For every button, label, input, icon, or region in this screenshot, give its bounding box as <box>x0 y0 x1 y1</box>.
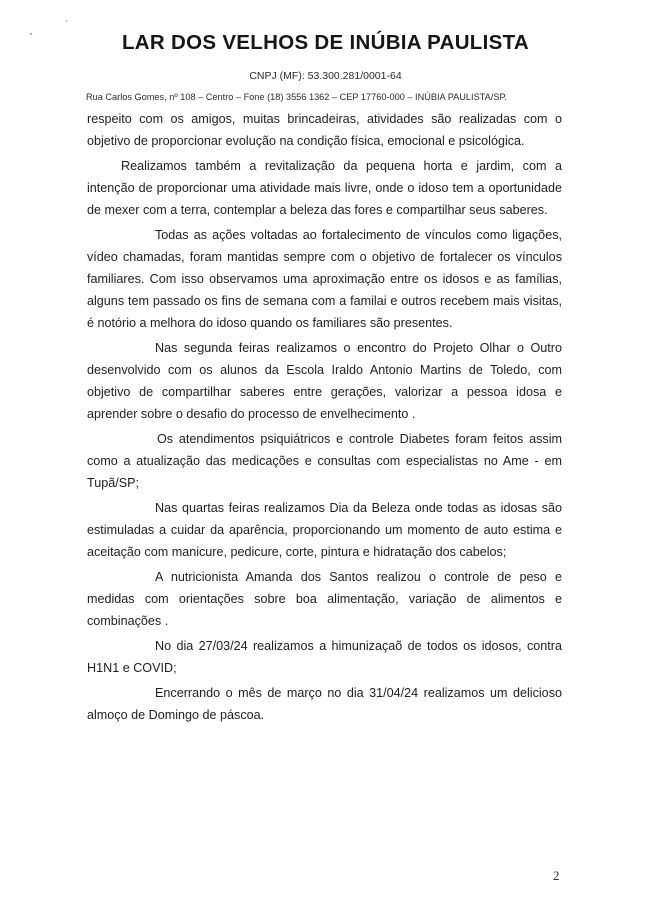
paragraph-immunization: No dia 27/03/24 realizamos a himunizaçaõ de todos os idosos, contra H1N1 e COVID; <box>87 639 562 675</box>
paragraph-project-olhar-o-outro: Nas segunda feiras realizamos o encontro do Projeto Olhar o Outro desenvolvido com os alunos da Escola Iraldo Antonio Martins de Toledo, com objetivo de compartilhar saberes entre gerações, valorizar a pessoa idosa e aprender sobre o desafio do processo de envelhecimento . <box>87 341 562 421</box>
paragraph-nutrition: A nutricionista Amanda dos Santos realizou o controle de peso e medidas com orientações sobre boa alimentação, variação de alimentos e combinações . <box>87 570 562 628</box>
paragraph-continuation: respeito com os amigos, muitas brincadeiras, atividades são realizadas com o objetivo de proporcionar evolução na condição física, emocional e psicológica. <box>87 112 562 148</box>
paragraph-garden: Realizamos também a revitalização da pequena horta e jardim, com a intenção de proporcionar uma atividade mais livre, onde o idoso tem a oportunidade de mexer com a terra, contemplar a beleza das fores e compartilhar seus saberes. <box>87 159 562 217</box>
paragraph-family-bonds: Todas as ações voltadas ao fortalecimento de vínculos como ligações, vídeo chamadas, foram mantidas sempre com o objetivo de fortalecer os vínculos familiares. Com isso observamos uma aproximação entre os idosos e as famílias, alguns tem passado os fins de semana com a familai e outros recebem mais visitas, é notório a melhora do idoso quando os familiares são presentes. <box>87 228 562 330</box>
letterhead-title: LAR DOS VELHOS DE INÚBIA PAULISTA <box>121 31 529 54</box>
paragraph-easter-lunch: Encerrando o mês de março no dia 31/04/24 realizamos um delicioso almoço de Domingo de páscoa. <box>87 686 562 722</box>
letterhead-address: Rua Carlos Gomes, nº 108 – Centro – Fone (18) 3556 1362 – CEP 17760-000 – INÚBIA PAULISTA/SP. <box>86 92 507 102</box>
letterhead-cnpj: CNPJ (MF): 53.300.281/0001-64 <box>249 70 402 82</box>
scan-speck <box>66 20 67 22</box>
paragraph-beauty-day: Nas quartas feiras realizamos Dia da Beleza onde todas as idosas são estimuladas a cuidar da aparência, proporcionando um momento de auto estima e aceitação com manicure, pedicure, corte, pintura e hidratação dos cabelos; <box>87 501 562 559</box>
report-body <box>87 108 562 729</box>
paragraph-psychiatric-care: Os atendimentos psiquiátricos e controle Diabetes foram feitos assim como a atualização das medicações e consultas com especialistas no Ame - em Tupã/SP; <box>87 432 562 490</box>
page-number: 2 <box>553 868 560 883</box>
